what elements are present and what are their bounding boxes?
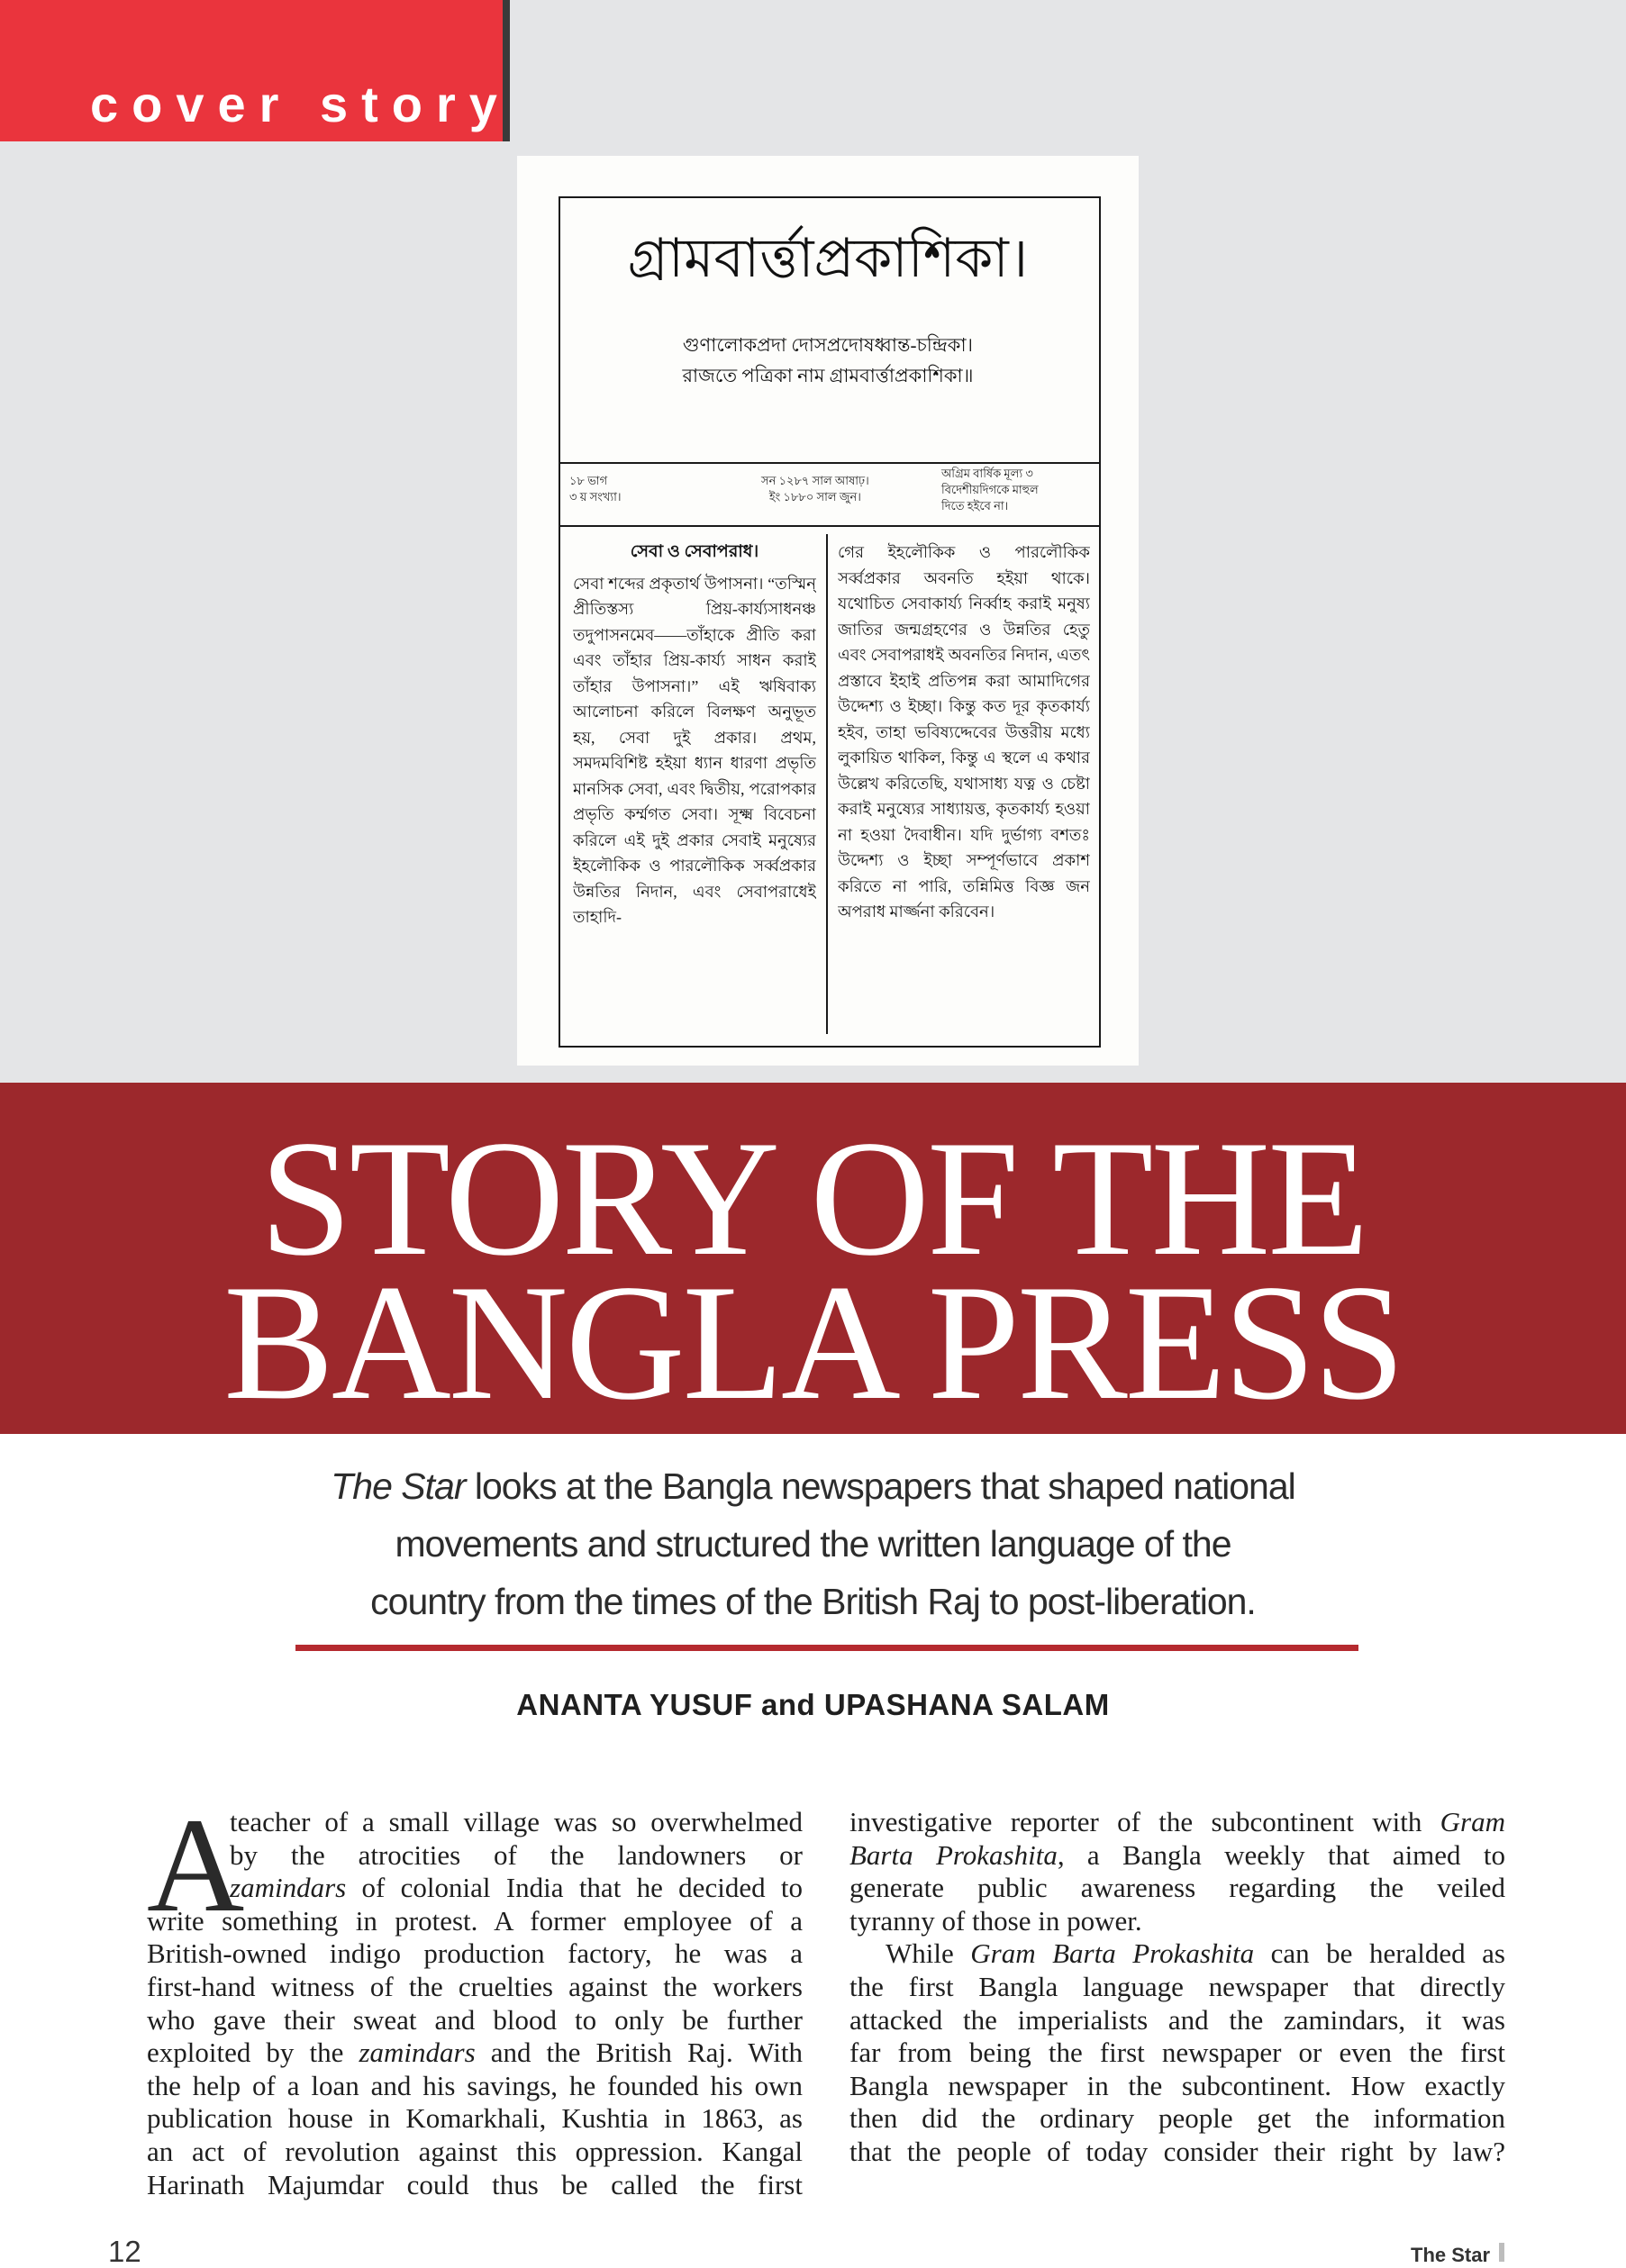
scan-issue-number: ৩ য় সংখ্যা। xyxy=(569,490,622,504)
body-line: attacked the imperialists and the zamindars, it was xyxy=(849,2003,1505,2036)
scan-left-text: সেবা শব্দের প্রকৃতার্থ উপাসনা। “তস্মিন্ প্রীতিস্তস্য প্রিয়-কার্য্যসাধনঞ্চ তদুপাসনমেব——তাঁহাকে প্রীতি করা এবং তাঁহার প্রিয়-কার্য্য সাধন করাই তাঁহার উপাসনা।” এই ঋষিবাক্য আলোচনা করিলে বিলক্ষণ অনুভূত হয়, সেবা দুই প্রকার। প্রথম, সমদমবিশিষ্ট হইয়া ধ্যান ধারণা প্রভৃতি মানসিক সেবা, এবং দ্বিতীয়, পরোপকার প্রভৃতি কর্ম্মগত সেবা। সূক্ষ্ম বিবেচনা করিলে এই দুই প্রকার সেবাই মনুষ্যের ইহলৌকিক ও পারলৌকিক সর্ব্বপ্রকার উন্নতির নিদান, এবং সেবাপরাধেই তাহাদি- xyxy=(573,574,816,926)
footer-brand: The Star xyxy=(1411,2244,1491,2266)
standfirst-line-2: movements and structured the written language of the xyxy=(395,1523,1231,1565)
body-line: then did the ordinary people get the information xyxy=(849,2102,1505,2135)
body-line: exploited by the zamindars and the British Raj. With xyxy=(147,2037,803,2069)
standfirst-rule xyxy=(295,1645,1358,1651)
standfirst-publication: The Star xyxy=(331,1465,466,1507)
headline-line-2: BANGLA PRESS xyxy=(223,1250,1403,1434)
scan-motto-line-1: গুণালোকপ্রদা দোসপ্রদোষধ্বান্ত-চন্দ্রিকা। xyxy=(682,334,974,356)
newspaper-scan-image xyxy=(517,156,1139,1066)
body-line: Barta Prokashita, a Bangla weekly that aimed to xyxy=(849,1838,1505,1871)
body-line: the help of a loan and his savings, he founded his own xyxy=(147,2069,803,2101)
scan-price: অগ্রিম বার্ষিক মূল্য ৩ xyxy=(941,467,1033,480)
scan-column-divider xyxy=(826,534,828,1034)
scan-volume: ১৮ ভাগ xyxy=(569,474,608,487)
scan-right-text: গের ইহলৌকিক ও পারলৌকিক সর্ব্বপ্রকার অবনতি হইয়া থাকে। যথোচিত সেবাকার্য্য নির্ব্বাহ করাই মনুষ্য জাতির জন্মগ্রহণের ও উন্নতির হেতু এবং সেবাপরাধই অবনতির নিদান, এতৎ প্রস্তাবে ইহাই প্রতিপন্ন করা আমাদিগের উদ্দেশ্য ও ইচ্ছা। কিন্তু কত দূর কৃতকার্য্য হইব, তাহা ভবিষ্যদ্দেবের উত্তরীয় মধ্যে লুকায়িত থাকিল, কিন্তু এ স্থলে এ কথার উল্লেখ করিতেছি, যথাসাধ্য যত্ন ও চেষ্টা করাই মনুষ্যের সাধ্যায়ত্ত, কৃতকার্য্য হওয়া না হওয়া দৈবাধীন। যদি দুর্ভাগ্য বশতঃ উদ্দেশ্য ও ইচ্ছা সম্পূর্ণভাবে প্রকাশ করিতে না পারি, তন্নিমিত্ত বিজ্ঞ জন অপরাধ মার্জ্জনা করিবেন। xyxy=(838,543,1090,921)
scan-left-column xyxy=(573,540,816,1033)
section-label: cover story xyxy=(90,76,511,132)
body-line: by the atrocities of the landowners or xyxy=(230,1838,803,1871)
article-column-1 xyxy=(147,1791,803,2201)
scan-issue-info xyxy=(559,462,1101,527)
body-line: who gave their sweat and blood to only be further xyxy=(147,2003,803,2036)
body-line: far from being the first newspaper or even the first xyxy=(849,2037,1505,2069)
body-line: British-owned indigo production factory, he was a xyxy=(147,1937,803,1970)
footer-bar xyxy=(1499,2243,1504,2262)
scan-article-heading: সেবা ও সেবাপরাধ। xyxy=(630,542,759,561)
body-line: Bangla newspaper in the subcontinent. How exactly xyxy=(849,2069,1505,2101)
body-line: While Gram Barta Prokashita can be heralded as xyxy=(886,1937,1505,1970)
body-line: Harinath Majumdar could thus be called the first xyxy=(147,2168,803,2200)
body-line: the first Bangla language newspaper that directly xyxy=(849,1970,1505,2002)
body-line: investigative reporter of the subcontinent with Gram xyxy=(849,1806,1505,1837)
standfirst-line-3: country from the times of the British Raj to post-liberation. xyxy=(370,1581,1256,1622)
body-line: zamindars of colonial India that he decided to xyxy=(230,1872,803,1904)
scan-date-english: ইং ১৮৮০ সাল জুন। xyxy=(768,490,861,504)
body-line: generate public awareness regarding the veiled xyxy=(849,1872,1505,1904)
scan-right-column xyxy=(838,540,1090,1033)
scan-masthead: গ্রামবার্ত্তাপ্রকাশিকা। xyxy=(627,229,1029,288)
headline xyxy=(0,1106,1626,1434)
body-line: teacher of a small village was so overwhelmed xyxy=(230,1806,803,1837)
byline: ANANTA YUSUF and UPASHANA SALAM xyxy=(516,1688,1110,1721)
body-line: that the people of today consider their right by law? xyxy=(849,2135,1505,2167)
body-line: tyranny of those in power. xyxy=(849,1904,1142,1937)
standfirst-line-1: looks at the Bangla newspapers that shaped national xyxy=(465,1465,1295,1507)
headline-line-1: STORY OF THE xyxy=(259,1106,1367,1290)
body-line: first-hand witness of the cruelties against the workers xyxy=(147,1970,803,2002)
body-line: write something in protest. A former employee of a xyxy=(147,1904,803,1937)
scan-date-bengali: সন ১২৮৭ সাল আষাঢ়। xyxy=(761,474,869,487)
drop-cap: A xyxy=(147,1791,245,1940)
scan-postage: বিদেশীয়দিগকে মাহুল xyxy=(941,483,1039,497)
body-line: an act of revolution against this oppression. Kangal xyxy=(147,2135,803,2167)
scan-motto-line-2: রাজতে পত্রিকা নাম গ্রামবার্ত্তাপ্রকাশিকা॥ xyxy=(682,365,974,386)
standfirst xyxy=(270,1457,1356,1630)
page-number: 12 xyxy=(108,2235,141,2268)
body-line: publication house in Komarkhali, Kushtia in 1863, as xyxy=(147,2102,803,2135)
article-column-2 xyxy=(849,1806,1505,2169)
scan-postage-note: দিতে হইবে না। xyxy=(941,499,1009,513)
